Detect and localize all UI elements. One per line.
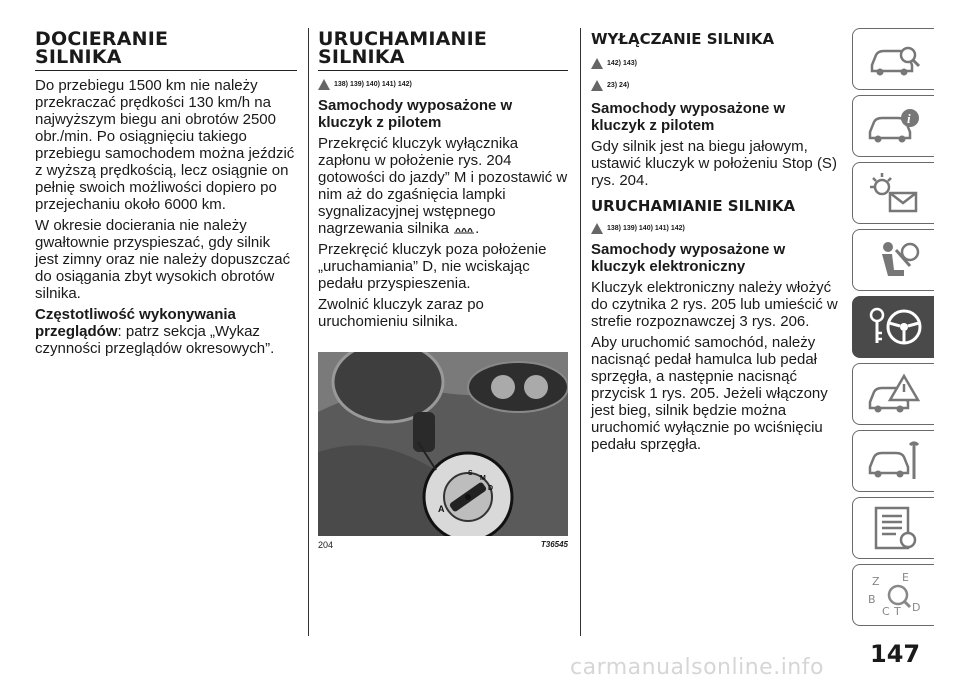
warning-triangle-icon bbox=[591, 223, 603, 234]
figure-number: 204 bbox=[318, 540, 334, 550]
paragraph: Zwolnić kluczyk zaraz po uruchomieniu silnika. bbox=[318, 296, 484, 330]
car-service-icon bbox=[866, 439, 922, 483]
subheading: Samochody wyposażone w kluczyk z pilotem bbox=[591, 100, 786, 134]
tab-maintenance[interactable] bbox=[852, 430, 934, 492]
index-letter: Z bbox=[871, 575, 880, 588]
section-title-breaking-in: DOCIERANIE SILNIKA bbox=[35, 30, 297, 71]
paragraph: Do przebiegu 1500 km nie należy przekraczać prędkości 130 km/h na najwyższym biegu ani obrotów 2500 obr./min. Po osiągnięciu takiego przebiegu samochodem można jeździć z wyższą prędkością, lecz osiągnie on pełnię swoich możliwości dopiero po przejechaniu około 6000 km. bbox=[35, 77, 295, 213]
figure-code: T36545 bbox=[540, 540, 568, 549]
bold-lead: Częstotliwość wykonywania przeglądów bbox=[35, 306, 236, 340]
car-breakdown-icon bbox=[866, 372, 922, 416]
warning-references: 142) 143) bbox=[591, 56, 843, 70]
column-divider bbox=[308, 28, 309, 636]
watermark: carmanualsonline.info bbox=[570, 655, 824, 680]
tab-safety[interactable] bbox=[852, 229, 934, 291]
paragraph: Przekręcić kluczyk wyłącznika zapłonu w położenie rys. 204 gotowości do jazdy” M i pozostawić w nim aż do zgaśnięcia lampki sygnalizacyjnej wstępnego nagrzewania silnika . bbox=[318, 135, 568, 237]
subheading: Samochody wyposażone w kluczyk elektroniczny bbox=[591, 241, 786, 275]
index-letter: D bbox=[911, 601, 920, 614]
index-letter: B bbox=[867, 593, 876, 606]
warning-references: 138) 139) 140) 141) 142) bbox=[318, 77, 568, 91]
figure-caption bbox=[318, 540, 568, 550]
key-steering-icon bbox=[864, 305, 924, 349]
switch-label-m: M bbox=[480, 475, 486, 482]
checklist-icon bbox=[866, 504, 922, 552]
caution-references: 23) 24) bbox=[591, 78, 843, 92]
index-letter: T bbox=[893, 605, 901, 618]
svg-text:i: i bbox=[906, 111, 911, 126]
glow-plug-icon bbox=[453, 224, 475, 234]
switch-label-a: A bbox=[438, 504, 445, 514]
column-breaking-in bbox=[35, 30, 297, 357]
paragraph: Kluczyk elektroniczny należy włożyć do czytnika 2 rys. 205 lub umieścić w strefie rozpoznawczej 3 rys. 206. bbox=[591, 279, 838, 330]
car-search-icon bbox=[866, 39, 922, 79]
paragraph: Gdy silnik jest na biegu jałowym, ustawić kluczyk w położeniu Stop (S) rys. 204. bbox=[591, 138, 837, 189]
paragraph: Aby uruchomić samochód, należy nacisnąć pedał hamulca lub pedał sprzęgła, a następnie nacisnąć przycisk 1 rys. 205. Jeżeli włączony jest bieg, silnik będzie można uruchomić wyłącznie po wciśnięciu pedału sprzęgła. bbox=[591, 334, 828, 453]
paragraph-service-interval: Częstotliwość wykonywania przeglądów: patrz sekcja „Wykaz czynności przeglądów okresowych”. bbox=[35, 306, 275, 357]
tab-starting-driving[interactable] bbox=[852, 296, 934, 358]
airbag-seat-icon bbox=[866, 238, 922, 282]
index-letter: C bbox=[881, 605, 890, 618]
paragraph: W okresie docierania nie należy gwałtownie przyspieszać, gdy silnik jest zimny oraz nie należy dopuszczać do osiągania zbyt wysokich obrotów silnika. bbox=[35, 217, 291, 302]
tab-emergency[interactable] bbox=[852, 363, 934, 425]
subheading: Samochody wyposażone w kluczyk z pilotem bbox=[318, 97, 513, 131]
switch-label-s: S bbox=[468, 470, 473, 477]
warning-references: 138) 139) 140) 141) 142) bbox=[591, 221, 843, 235]
section-title-starting-engine: URUCHAMIANIE SILNIKA bbox=[318, 30, 568, 71]
paragraph: Przekręcić kluczyk poza położenie „uruchamiania” D, nie wciskając pedału przyspieszenia. bbox=[318, 241, 547, 292]
tab-index[interactable] bbox=[852, 564, 934, 626]
car-info-icon bbox=[866, 106, 922, 146]
ignition-figure bbox=[318, 352, 568, 536]
page-number: 147 bbox=[870, 640, 921, 668]
section-title-starting-engine-electronic: URUCHAMIANIE SILNIKA bbox=[591, 197, 796, 215]
index-icon bbox=[864, 569, 924, 621]
switch-label-d: D bbox=[488, 485, 494, 492]
warning-light-icon bbox=[866, 171, 922, 215]
caution-triangle-icon bbox=[591, 80, 603, 91]
index-letter: E bbox=[901, 571, 909, 584]
tab-warning-lights[interactable] bbox=[852, 162, 934, 224]
ignition-illustration bbox=[318, 352, 568, 536]
column-starting-engine bbox=[318, 30, 568, 550]
warning-triangle-icon bbox=[318, 79, 330, 90]
section-title-stopping-engine: WYŁĄCZANIE SILNIKA bbox=[591, 30, 775, 48]
tab-car-info[interactable] bbox=[852, 95, 934, 157]
column-divider bbox=[580, 28, 581, 636]
column-stopping-engine bbox=[591, 30, 843, 453]
tab-car-search[interactable] bbox=[852, 28, 934, 90]
warning-triangle-icon bbox=[591, 58, 603, 69]
tab-technical-data[interactable] bbox=[852, 497, 934, 559]
chapter-sidebar bbox=[852, 28, 934, 631]
